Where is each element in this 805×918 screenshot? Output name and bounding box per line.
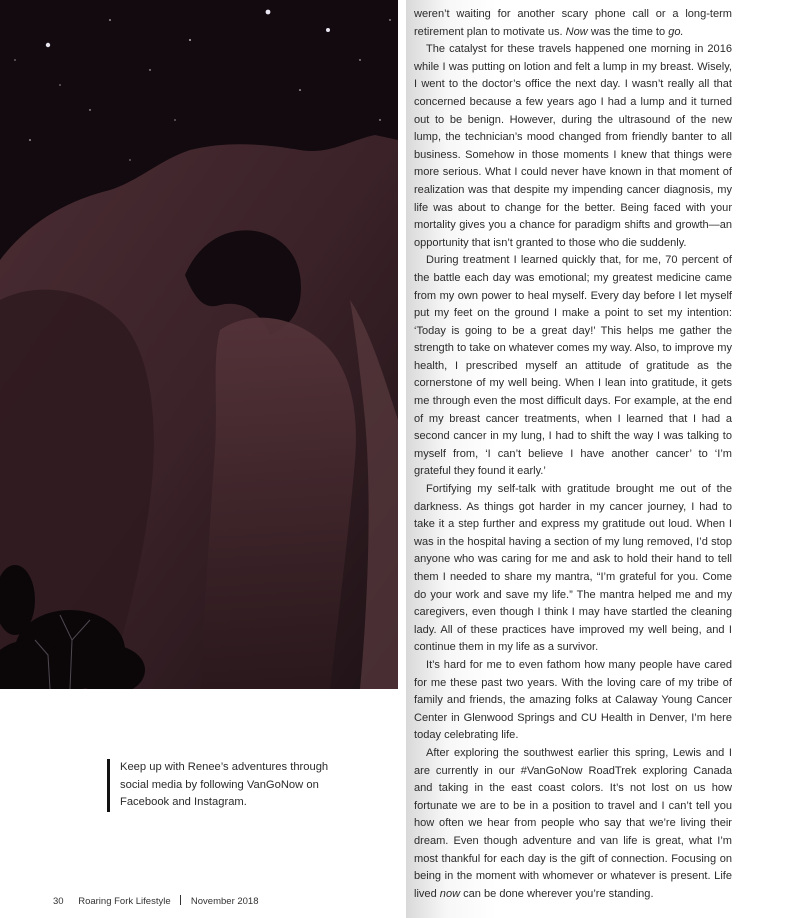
- text-run: can be done wherever you’re standing.: [460, 887, 654, 900]
- photo-caption: Keep up with Renee’s adventures through social media by following VanGoNow on Facebook and Instagram.: [107, 759, 335, 812]
- page-footer: [53, 895, 259, 907]
- text-run: After exploring the southwest earlier this spring, Lewis and I are currently in our #VanGoNow RoadTrek exploring Canada and taking in the east coast colors. It’s not lost on us how fortunate we are to be in a position to travel and I can’t tell you how often we hear from people who say that we’re living their dream. Even though adventure and van life is great, what I’m most thankful for each day is the gift of connection. Focusing on being in the moment with whomever or whatever is present. Life lived: [414, 746, 732, 900]
- page-number: 30: [53, 896, 64, 907]
- emphasis-go: go.: [668, 25, 684, 38]
- night-arch-photo: [0, 0, 398, 689]
- footer-divider: [180, 895, 181, 905]
- text-run: was the time to: [587, 25, 669, 38]
- article-paragraph: It’s hard for me to even fathom how many people have cared for me these past two years. With the loving care of my tribe of family and friends, the amazing folks at Calaway Young Cancer Center in Glenwood Springs and CU Health in Denver, I’m here today celebrating life.: [414, 658, 732, 742]
- emphasis-now: Now: [565, 25, 588, 38]
- issue-date: November 2018: [190, 896, 259, 907]
- article-paragraph: Fortifying my self-talk with gratitude brought me out of the darkness. As things got harder in my cancer journey, I had to take it a step further and express my gratitude out loud. When I was in the hospital having a section of my lung removed, I’d stop anyone who was caring for me and ask to hold their hand to tell them I needed to share my mantra, “I’m grateful for you. Come do your work and save my life.” The mantra helped me and my caregivers, even though I think I may have startled the cleaning lady. All of these practices have improved my well being, and I continue them in my life as a survivor.: [414, 483, 732, 654]
- article-paragraph: [414, 6, 732, 41]
- emphasis-now: now: [439, 887, 461, 900]
- article-paragraph: During treatment I learned quickly that, for me, 70 percent of the battle each day was emotional; my greatest medicine came from my own power to heal myself. Every day before I let myself put my feet on the ground I make a point to set my intention: ‘Today is going to be a great day!’ This helps me gather the strength to take on whatever comes my way. Also, to improve my health, I prescribed myself an attitude of gratitude as the cornerstone of my well being. When I lean into gratitude, it gets me through even the most difficult days. For example, at the end of my breast cancer treatments, when I learned that I had a second cancer in my lung, I had to shift the way I was talking to myself from, ‘I can’t believe I have another cancer’ to ‘I’m grateful they found it early.’: [414, 254, 732, 478]
- publication-name: Roaring Fork Lifestyle: [78, 896, 171, 907]
- text-run: weren’t waiting for another scary phone call or a long-term retirement plan to motivate us.: [414, 8, 732, 38]
- article-paragraph: [414, 745, 732, 903]
- article-paragraph: The catalyst for these travels happened one morning in 2016 while I was putting on lotion and felt a lump in my breast. Wisely, I went to the doctor’s office the next day. I wasn’t really all that concerned because a few years ago I had a lump and it turned out to be benign. However, during the ultrasound of the new lump, the technician’s mood changed from friendly banter to all business. Somehow in those moments I knew that things were more serious. What I could never have known in that moment of realization was that despite my impending cancer diagnosis, my life was about to change for the better. Being faced with your mortality gives you a chance for paradigm shifts and growth—an opportunity that isn’t granted to those who die suddenly.: [414, 43, 732, 249]
- article-body: [414, 6, 732, 903]
